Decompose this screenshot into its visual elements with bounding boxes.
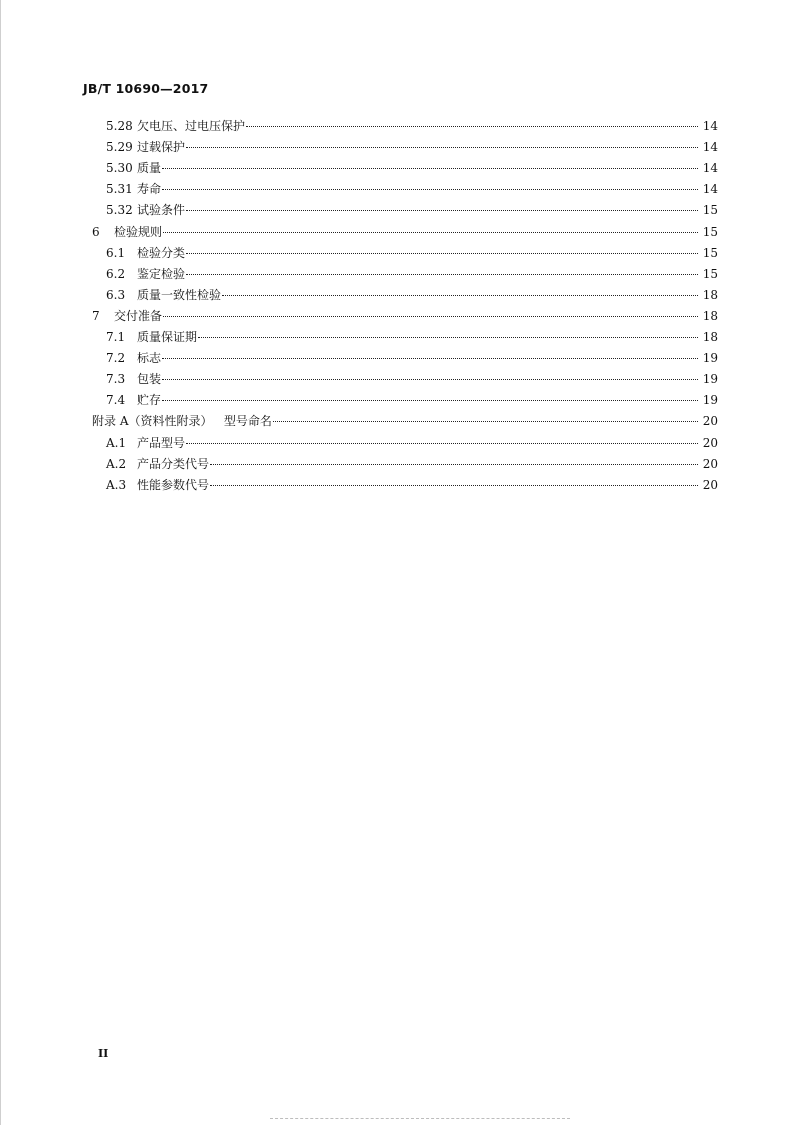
toc-entry-number: A.2	[106, 456, 127, 471]
toc-entry-page: 20	[702, 477, 718, 492]
toc-entry-title: 欠电压、过电压保护	[137, 119, 246, 133]
toc-entry-page: 20	[702, 414, 718, 429]
toc-entry-number: 5.30	[106, 161, 133, 176]
toc-entry[interactable]	[106, 265, 718, 283]
toc-entry-title: 检验分类	[137, 245, 186, 260]
toc-entry-page: 15	[702, 224, 718, 239]
page-number-footer: II	[98, 1047, 109, 1060]
toc-entry-title: 质量一致性检验	[137, 287, 222, 302]
toc-entry-title: 质量保证期	[137, 330, 198, 344]
toc-entry[interactable]	[106, 328, 718, 346]
toc-entry-page: 15	[702, 245, 718, 260]
toc-dot-leader	[162, 378, 698, 380]
toc-entry-number: 7.2	[106, 351, 126, 366]
toc-entry-title: 过载保护	[137, 140, 186, 155]
toc-entry-page: 20	[702, 456, 718, 471]
toc-dot-leader	[246, 125, 698, 127]
toc-entry[interactable]	[106, 391, 718, 409]
toc-entry-number: 6.3	[106, 287, 126, 302]
toc-entry[interactable]	[106, 117, 718, 135]
toc-entry-title: 贮存	[137, 393, 162, 408]
toc-entry-number: 7.1	[106, 330, 126, 344]
toc-entry-title: 试验条件	[137, 203, 186, 218]
toc-entry-page: 19	[702, 372, 718, 387]
toc-dot-leader	[163, 315, 698, 317]
toc-dot-leader	[186, 252, 698, 254]
toc-dot-leader	[162, 167, 698, 169]
toc-entry-page: 14	[702, 119, 718, 133]
toc-dot-leader	[163, 231, 698, 233]
toc-entry[interactable]	[106, 201, 718, 219]
toc-entry[interactable]	[106, 370, 718, 388]
toc-dot-leader	[186, 273, 698, 275]
toc-entry[interactable]	[92, 412, 718, 430]
toc-dot-leader	[198, 336, 698, 338]
toc-entry[interactable]	[92, 307, 718, 325]
toc-entry[interactable]	[106, 244, 718, 262]
toc-entry[interactable]	[106, 434, 718, 452]
toc-entry-page: 14	[702, 182, 718, 197]
toc-entry-number: 6	[92, 224, 100, 239]
toc-dot-leader	[210, 463, 698, 465]
toc-entry-page: 19	[702, 351, 718, 366]
toc-entry-number: 6.1	[106, 245, 126, 260]
toc-entry-title: 寿命	[137, 182, 162, 197]
toc-entry-number: 5.31	[106, 182, 133, 197]
toc-entry-title: 包装	[137, 372, 162, 387]
toc-entry-page: 20	[702, 435, 718, 450]
toc-entry[interactable]	[106, 349, 718, 367]
toc-entry-title: 产品型号	[137, 435, 186, 450]
toc-dot-leader	[210, 484, 698, 486]
toc-entry-page: 19	[702, 393, 718, 408]
toc-entry-page: 14	[702, 161, 718, 176]
toc-entry-number: 7.3	[106, 372, 126, 387]
toc-entry-title: 交付准备	[114, 308, 163, 323]
toc-entry[interactable]	[106, 455, 718, 473]
scan-bottom-marks	[270, 1118, 570, 1122]
toc-entry-number: A.1	[106, 435, 127, 450]
toc-entry-title: 产品分类代号	[137, 456, 210, 471]
toc-entry-page: 14	[702, 140, 718, 155]
toc-entry[interactable]	[106, 138, 718, 156]
toc-entry-title: 质量	[137, 161, 162, 176]
toc-entry[interactable]	[106, 159, 718, 177]
toc-dot-leader	[162, 188, 698, 190]
toc-entry-number: 5.32	[106, 203, 133, 218]
toc-entry-number: A.3	[106, 477, 127, 492]
toc-entry-page: 18	[702, 308, 718, 323]
document-code-header: JB/T 10690—2017	[83, 81, 209, 96]
toc-entry-title: 标志	[137, 351, 162, 366]
toc-dot-leader	[162, 357, 698, 359]
toc-dot-leader	[186, 442, 698, 444]
toc-entry-number: 6.2	[106, 266, 126, 281]
toc-entry-number: 7.4	[106, 393, 126, 408]
toc-entry[interactable]	[106, 476, 718, 494]
toc-entry-page: 15	[702, 203, 718, 218]
toc-entry-number: 5.28	[106, 119, 133, 133]
toc-entry-title: 附录 A（资料性附录） 型号命名	[92, 414, 272, 429]
toc-entry-number: 5.29	[106, 140, 133, 155]
toc-entry-page: 18	[702, 287, 718, 302]
page-left-edge	[0, 0, 1, 1125]
toc-dot-leader	[162, 399, 698, 401]
toc-entry-page: 18	[702, 330, 718, 344]
toc-entry-title: 鉴定检验	[137, 266, 186, 281]
toc-entry-title: 检验规则	[114, 224, 163, 239]
toc-entry[interactable]	[106, 180, 718, 198]
toc-entry[interactable]	[106, 286, 718, 304]
toc-dot-leader	[273, 420, 698, 422]
toc-entry-page: 15	[702, 266, 718, 281]
toc-entry[interactable]	[92, 223, 718, 241]
toc-entry-number: 7	[92, 308, 100, 323]
toc-dot-leader	[186, 146, 698, 148]
toc-dot-leader	[222, 294, 698, 296]
toc-dot-leader	[186, 209, 698, 211]
toc-entry-title: 性能参数代号	[137, 477, 210, 492]
